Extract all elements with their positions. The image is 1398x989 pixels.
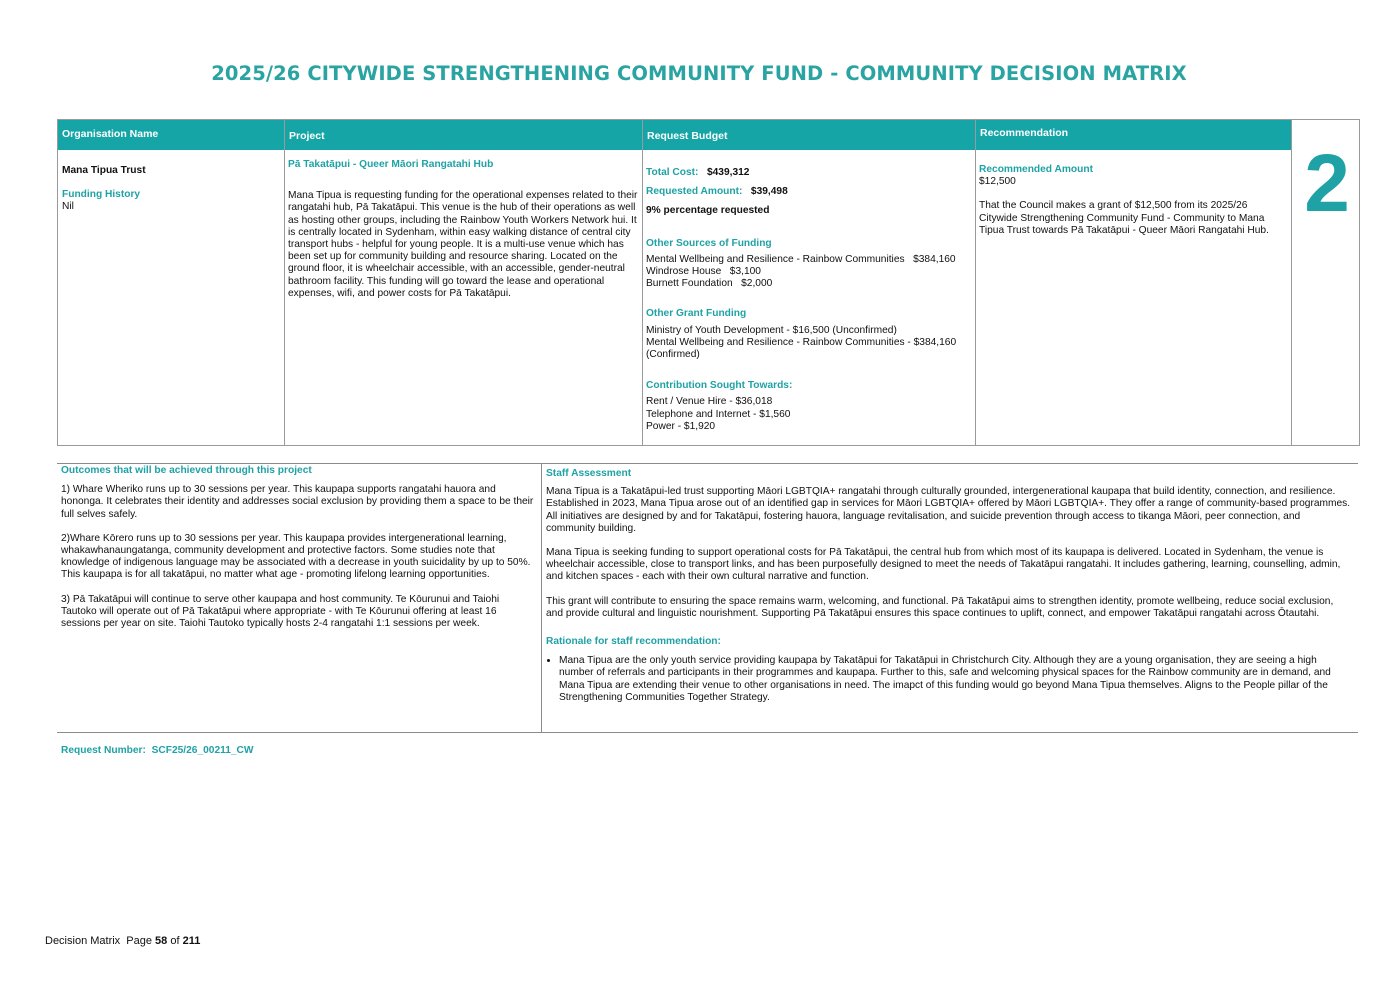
- section-divider: [57, 463, 1358, 464]
- staff-paragraph: Mana Tipua is a Takatāpui-led trust supporting Māori LGBTQIA+ rangatahi through culturally grounded, intergenerational kaupapa that build identity, connection, and resilience. Established in 2023, Mana Tipua arose out of an identified gap in services for Māori LGBTQIA+ offered by Māori LGBTQIA+. They offer a range of community-based programmes. All initiatives are designed by and for Takatāpui, fostering hauora, language revitalisation, and suicide prevention through access to tikanga Māori, peer connection, and community building.: [546, 486, 1351, 534]
- project-title: Pā Takatāpui - Queer Māori Rangatahi Hub: [288, 159, 494, 170]
- other-source-item: Mental Wellbeing and Resilience - Rainbow Communities $384,160: [646, 253, 956, 265]
- percentage-requested: 9% percentage requested: [646, 205, 770, 217]
- funding-history-value: Nil: [62, 201, 74, 213]
- rationale-list: [546, 655, 1352, 704]
- header-recommendation: Recommendation: [976, 120, 1291, 150]
- organisation-name: Mana Tipua Trust: [62, 165, 146, 176]
- other-source-item: Burnett Foundation $2,000: [646, 278, 773, 290]
- staff-paragraph: Mana Tipua is seeking funding to support operational costs for Pā Takatāpui, the central hub from which most of its kaupapa is delivered. Located in Sydenham, the venue is wheelchair accessible, close to transport links, and has been purposefully designed to meet the needs of Takatāpui rangatahi. It includes gathering, learning, counselling, admin, and kitchen spaces - each with their own cultural narrative and function.: [546, 547, 1341, 583]
- funding-history-label: Funding History: [62, 189, 141, 201]
- recommendation-cell: [979, 164, 1287, 237]
- staff-paragraph: This grant will contribute to ensuring the space remains warm, welcoming, and functional. Pā Takatāpui aims to strengthen identity, promote wellbeing, reduce social exclusion, and provide cultural and linguistic nourishment. Supporting Pā Takatāpui ensures this space continues to uplift, connect, and empower Takatāpui rangatahi across Ōtautahi.: [546, 595, 1334, 619]
- organisation-cell: [62, 165, 280, 214]
- rationale-heading: Rationale for staff recommendation:: [546, 636, 721, 648]
- total-cost-label: Total Cost:: [646, 167, 699, 178]
- other-source-item: Windrose House $3,100: [646, 266, 761, 278]
- contribution-item: Power - $1,920: [646, 420, 716, 432]
- request-number: [61, 745, 254, 757]
- contribution-item: Telephone and Internet - $1,560: [646, 408, 791, 420]
- contribution-item: Rent / Venue Hire - $36,018: [646, 396, 773, 408]
- project-cell: [288, 159, 638, 300]
- contribution-label: Contribution Sought Towards:: [646, 380, 793, 392]
- recommendation-text: That the Council makes a grant of $12,500 from its 2025/26 Citywide Strengthening Community Fund - Community to Mana Tipua Trust towards Pā Takatāpui - Queer Māori Rangatahi Hub.: [979, 200, 1269, 236]
- section-divider: [57, 732, 1358, 733]
- outcome-item: 3) Pā Takatāpui will continue to serve other kaupapa and host community. Te Kōurunui and Taiohi Tautoko will operate out of Pā Takatāpui where appropriate - with Te Kōurunui offering at least 16 sessions per year on site. Taiohi Tautoko typically hosts 2-4 rangatahi 1:1 sessions per week.: [61, 593, 500, 630]
- column-divider: [541, 463, 542, 733]
- footer-total-pages: 211: [182, 935, 201, 947]
- requested-amount-value: $39,498: [750, 186, 788, 198]
- header-project: Project: [285, 120, 642, 150]
- total-cost-value: $439,312: [706, 167, 750, 178]
- outcomes-heading: Outcomes that will be achieved through this project: [61, 465, 312, 476]
- header-organisation: Organisation Name: [58, 120, 284, 150]
- recommended-amount-label: Recommended Amount: [979, 164, 1093, 175]
- request-number-label: Request Number:: [61, 745, 146, 756]
- footer-page-number: 58: [155, 935, 168, 947]
- footer-prefix: Decision Matrix Page: [45, 935, 156, 947]
- staff-assessment-heading: Staff Assessment: [546, 468, 632, 479]
- other-grant-item: Ministry of Youth Development - $16,500 (Unconfirmed): [646, 324, 897, 336]
- requested-amount-label: Requested Amount:: [646, 186, 743, 198]
- recommended-amount-value: $12,500: [979, 176, 1016, 188]
- decision-table: [57, 119, 1360, 446]
- other-grants-label: Other Grant Funding: [646, 308, 747, 320]
- outcomes-section: [61, 465, 535, 630]
- priority-number: 2: [1304, 138, 1350, 229]
- rationale-item: • Mana Tipua are the only youth service providing kaupapa by Takatāpui for Takatāpui in Christchurch City. Although they are a young organisation, they are seeing a high number of referrals and participants in their programmes and kaupapa. Further to this, safe and welcoming physical spaces for the Rainbow community are in demand, and Mana Tipua are extending their venue to other organisations in need. The imapct of this funding would go beyond Mana Tipua themselves. Aligns to the People pillar of the Strengthening Communities Together Strategy.: [559, 655, 1352, 704]
- staff-assessment-section: [546, 468, 1352, 704]
- budget-cell: [646, 167, 972, 433]
- project-description: Mana Tipua is requesting funding for the operational expenses related to their rangatahi hub, Pā Takatāpui. This venue is the hub of their operations as well as hosting other groups, including the Rainbow Youth Workers Network hui. It is centrally located in Sydenham, within easy walking distance of central city transport hubs - helpful for young people. It is a multi-use venue which has been set up for community building and resource sharing. Located on the ground floor, it is wheelchair accessible, with an accessible, gender-neutral bathroom facility. This funding will go toward the lease and operational expenses, wifi, and power costs for Pā Takatāpui.: [288, 190, 638, 299]
- footer-of: of: [167, 935, 183, 947]
- request-number-value: SCF25/26_00211_CW: [151, 745, 254, 756]
- other-sources-label: Other Sources of Funding: [646, 237, 772, 249]
- outcome-item: 1) Whare Wheriko runs up to 30 sessions per year. This kaupapa supports rangatahi hauora and hononga. It celebrates their identity and addresses social exclusion by providing them a space to be their full selves safely.: [61, 484, 534, 520]
- page-title: 2025/26 CITYWIDE STRENGTHENING COMMUNITY FUND - COMMUNITY DECISION MATRIX: [211, 62, 1187, 85]
- header-request-budget: Request Budget: [643, 120, 975, 150]
- other-grant-item: Mental Wellbeing and Resilience - Rainbow Communities - $384,160 (Confirmed): [646, 336, 957, 361]
- page-footer: [45, 935, 200, 947]
- outcome-item: 2)Whare Kōrero runs up to 30 sessions per year. This kaupapa provides intergenerational learning, whakawhanaungatanga, community development and protective factors. Some studies note that knowledge of indigenous language may be associated with a decrease in youth suicidality by up to 50%. This kaupapa is for all takatāpui, no matter what age - promoting lifelong learning opportunities.: [61, 532, 531, 581]
